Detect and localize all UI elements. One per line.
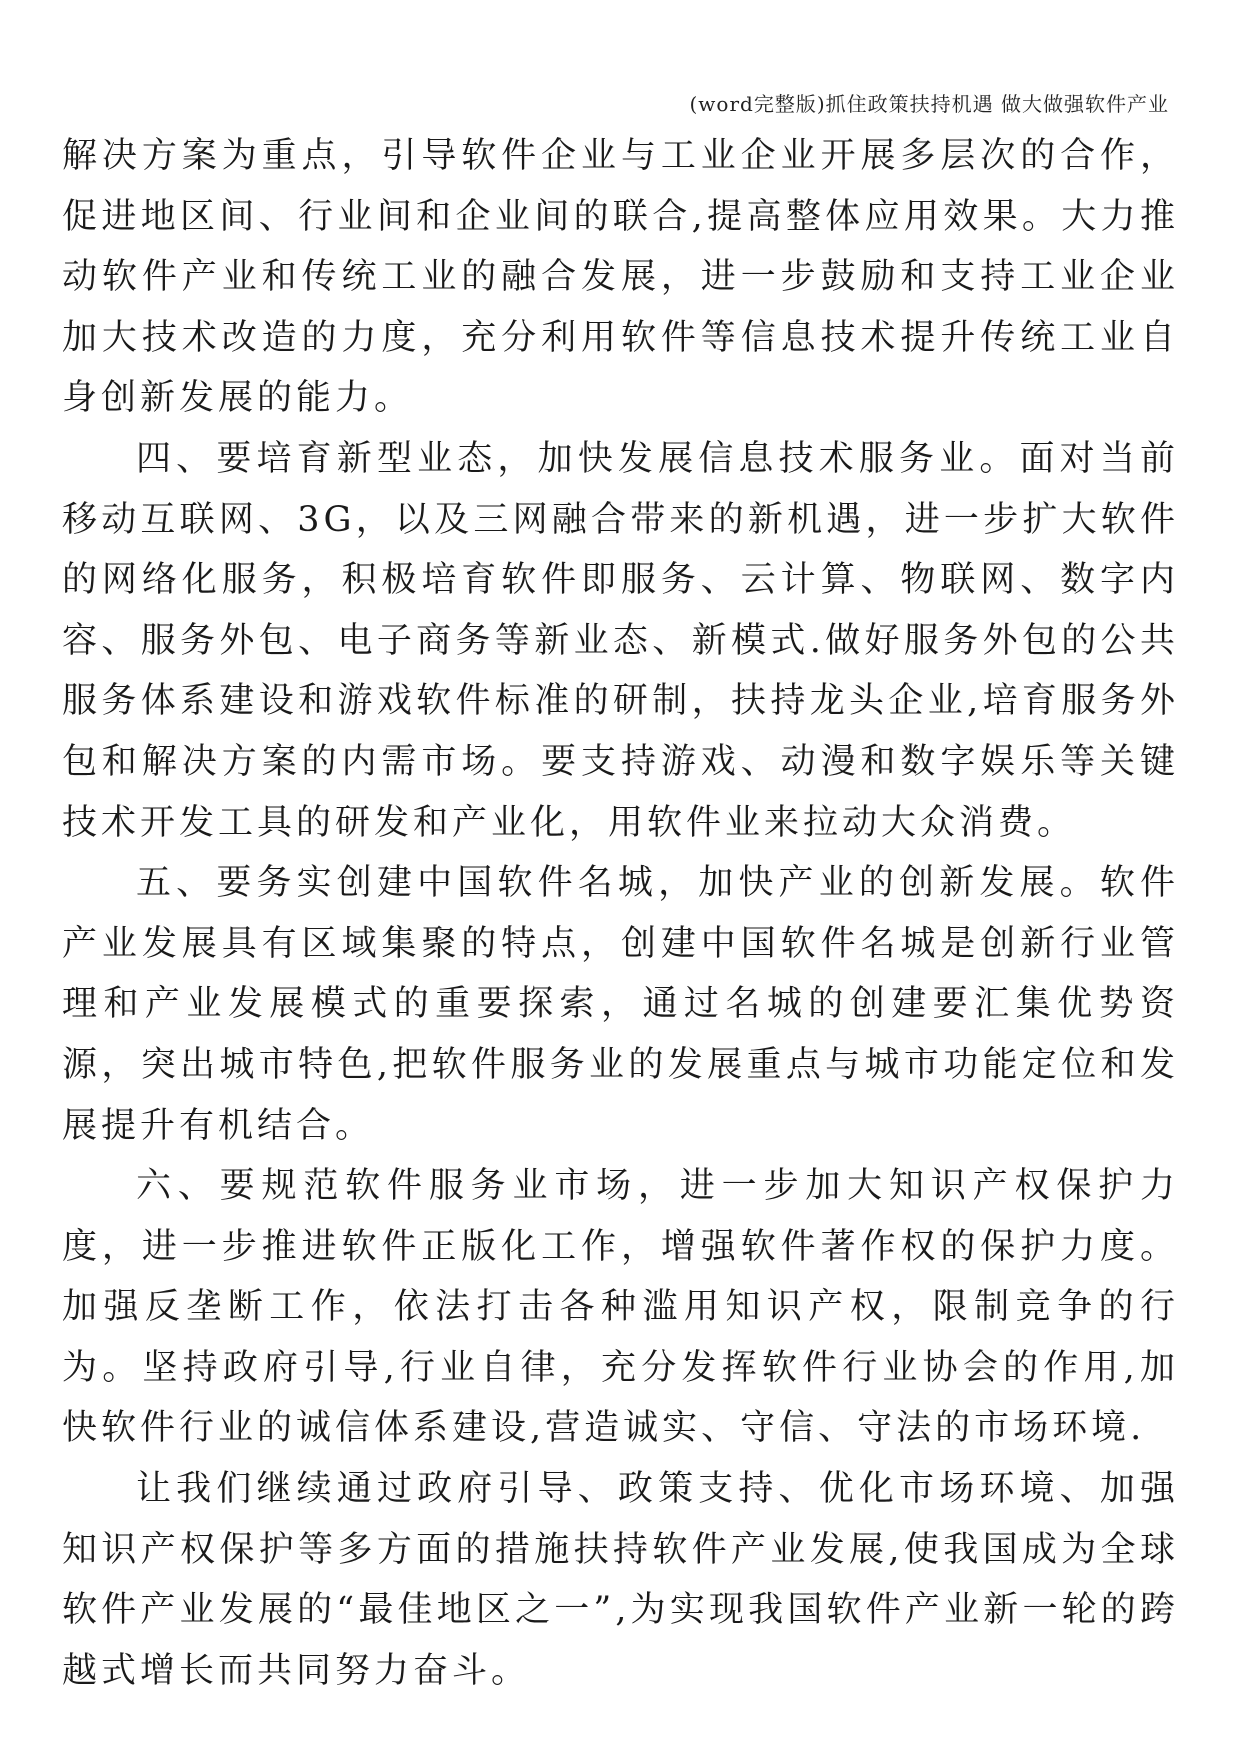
document-body [62, 126, 1179, 1701]
paragraph-section-six: 六、要规范软件服务业市场，进一步加大知识产权保护力度，进一步推进软件正版化工作，增强软件著作权的保护力度。加强反垄断工作，依法打击各种滥用知识产权，限制竞争的行为。坚持政府引导,行业自律，充分发挥软件行业协会的作用,加快软件行业的诚信体系建设,营造诚实、守信、守法的市场环境. [62, 1166, 1179, 1449]
page-header: (word完整版)抓住政策扶持机遇 做大做强软件产业 [689, 92, 1169, 116]
paragraph-continued: 解决方案为重点，引导软件企业与工业企业开展多层次的合作，促进地区间、行业间和企业间的联合,提高整体应用效果。大力推动软件产业和传统工业的融合发展，进一步鼓励和支持工业企业加大技术改造的力度，充分利用软件等信息技术提升传统工业自身创新发展的能力。 [62, 136, 1179, 419]
paragraph-conclusion: 让我们继续通过政府引导、政策支持、优化市场环境、加强知识产权保护等多方面的措施扶持软件产业发展,使我国成为全球软件产业发展的“最佳地区之一”,为实现我国软件产业新一轮的跨越式增长而共同努力奋斗。 [62, 1469, 1179, 1691]
paragraph-section-five: 五、要务实创建中国软件名城，加快产业的创新发展。软件产业发展具有区域集聚的特点，创建中国软件名城是创新行业管理和产业发展模式的重要探索，通过名城的创建要汇集优势资源，突出城市特色,把软件服务业的发展重点与城市功能定位和发展提升有机结合。 [62, 863, 1179, 1146]
paragraph-section-four: 四、要培育新型业态，加快发展信息技术服务业。面对当前移动互联网、3G，以及三网融合带来的新机遇，进一步扩大软件的网络化服务，积极培育软件即服务、云计算、物联网、数字内容、服务外包、电子商务等新业态、新模式.做好服务外包的公共服务体系建设和游戏软件标准的研制，扶持龙头企业,培育服务外包和解决方案的内需市场。要支持游戏、动漫和数字娱乐等关键技术开发工具的研发和产业化，用软件业来拉动大众消费。 [62, 438, 1179, 843]
